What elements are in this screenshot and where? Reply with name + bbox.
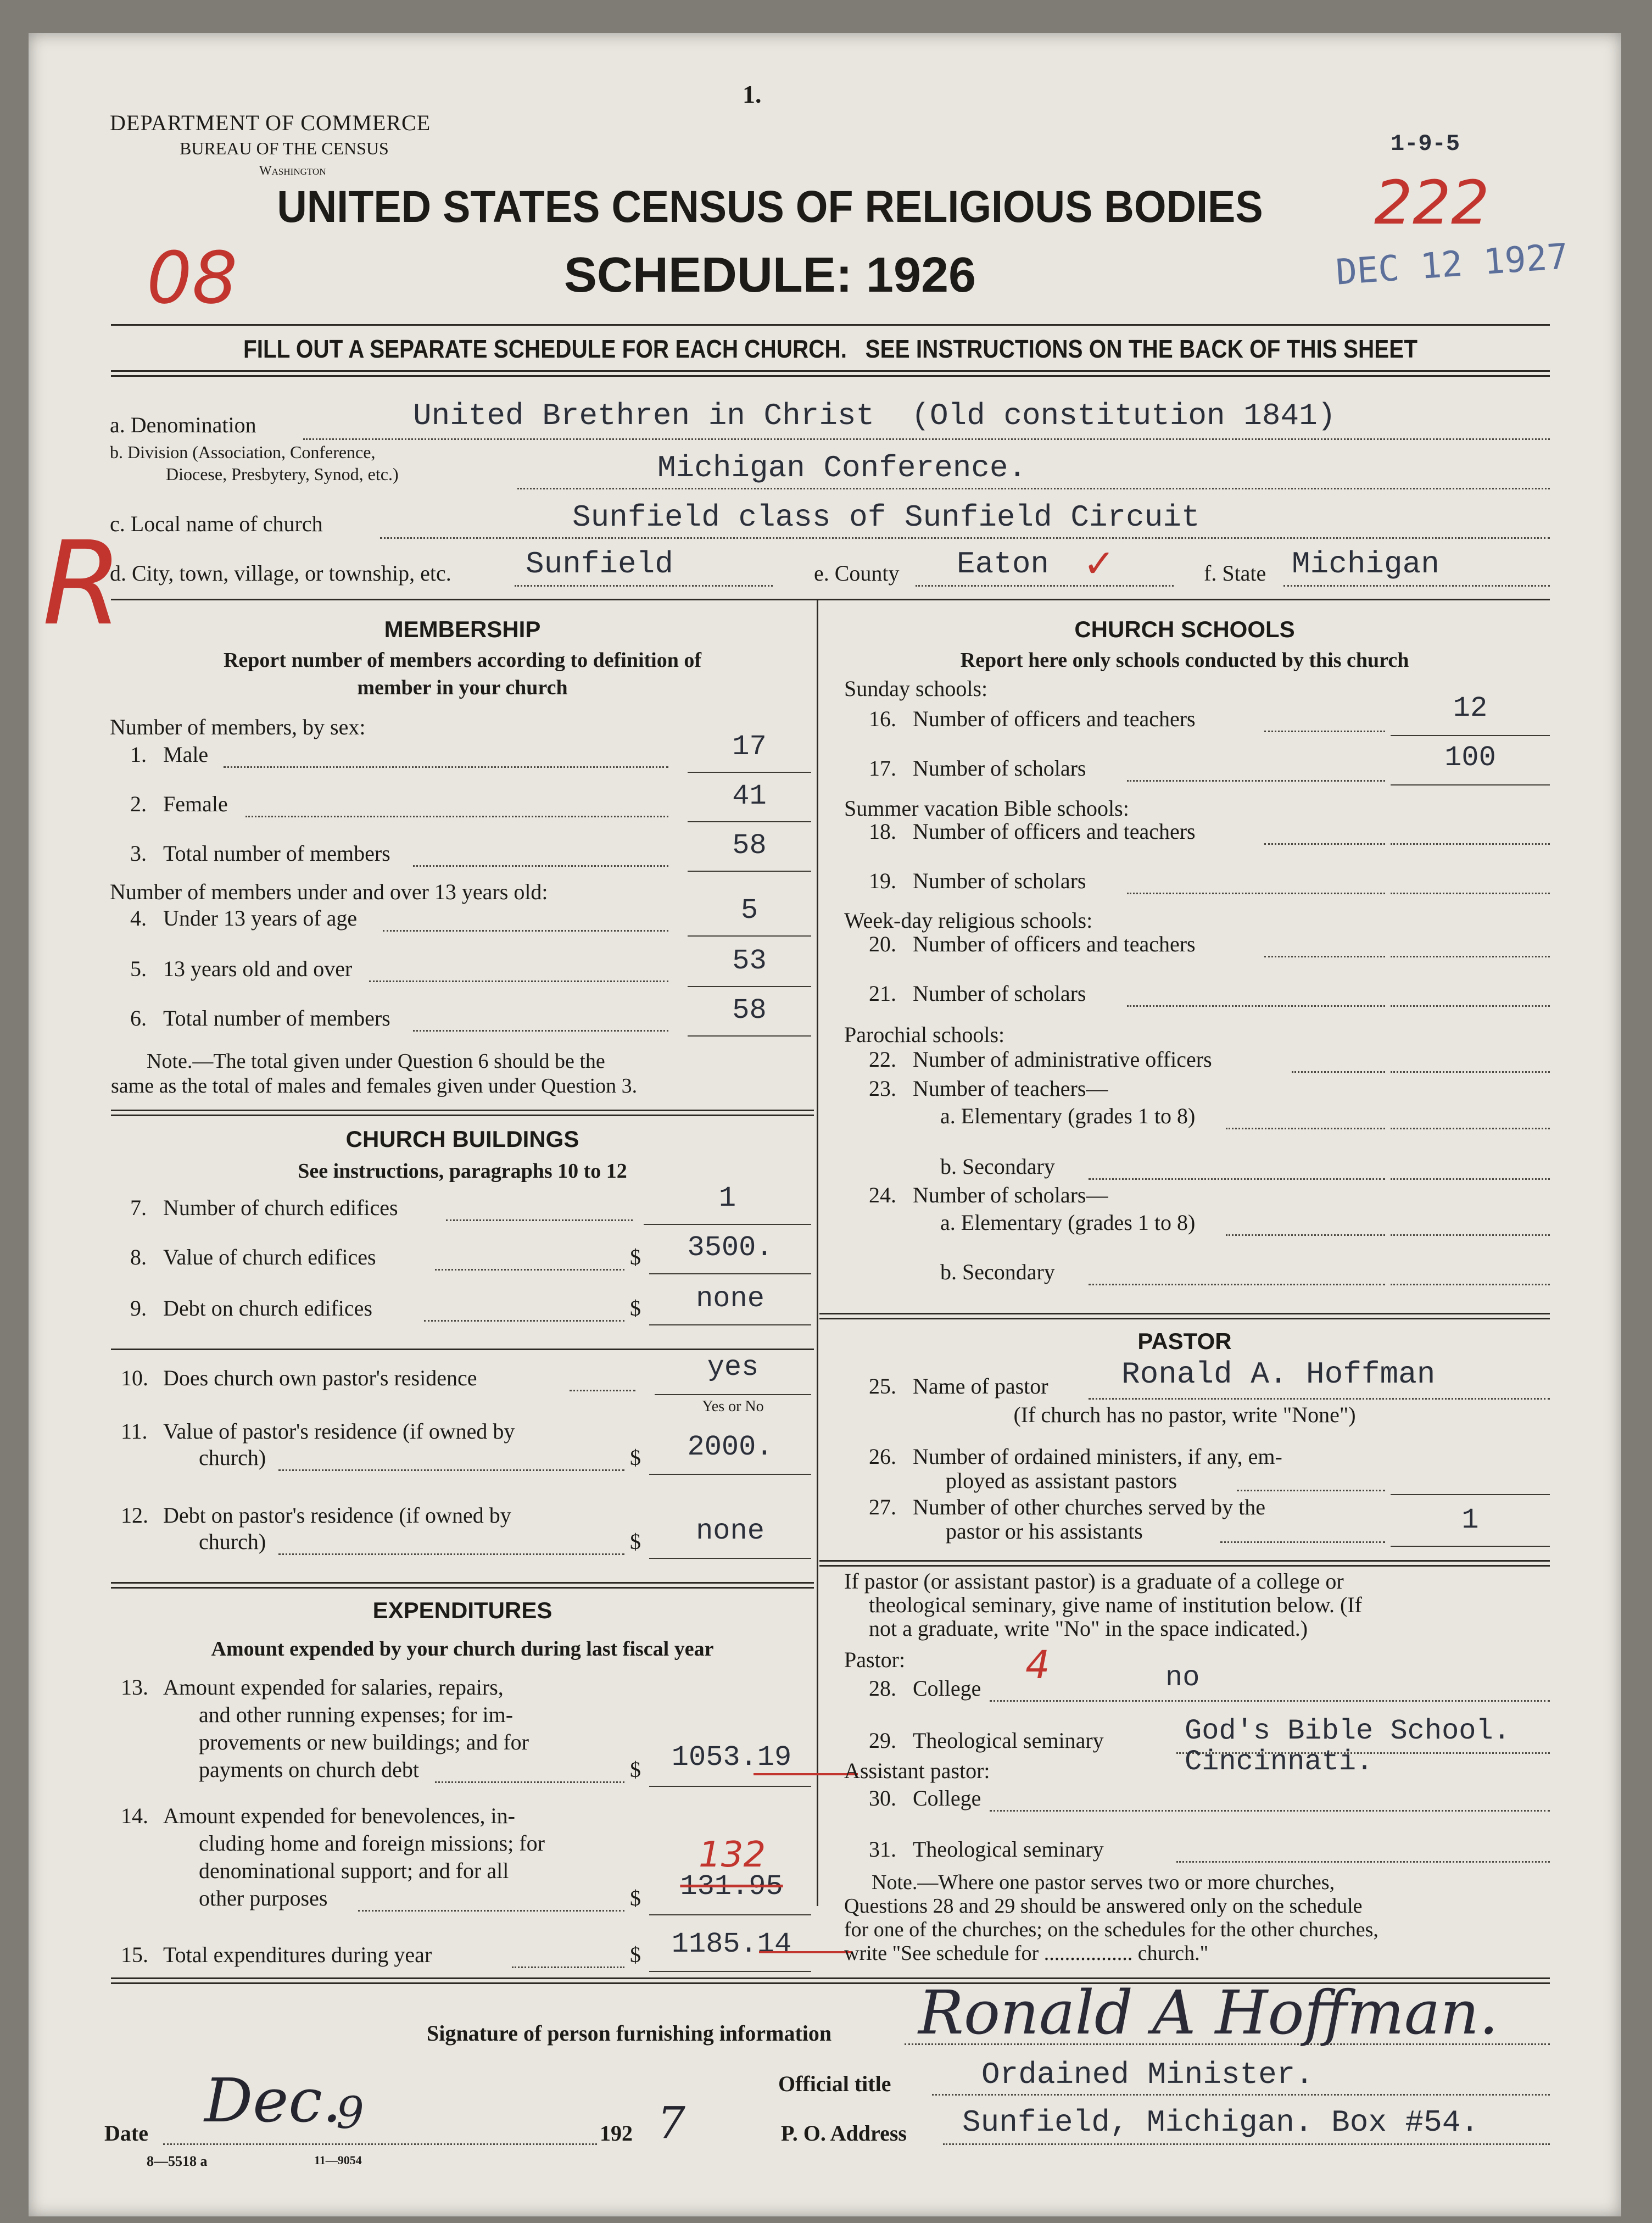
q27-number: 27.	[869, 1495, 896, 1519]
q27-label-line2: pastor or his assistants	[946, 1519, 1143, 1544]
handwritten-signature: Ronald A Hoffman.	[918, 1977, 1499, 2048]
division-label-cont: Diocese, Presbytery, Synod, etc.)	[166, 464, 399, 484]
q14-dollar: $	[630, 1886, 641, 1910]
state-label: f. State	[1204, 561, 1266, 586]
q13-label-line4: payments on church debt	[199, 1757, 419, 1782]
q25-note: (If church has no pastor, write "None")	[1013, 1402, 1356, 1427]
q24-number: 24.	[869, 1183, 896, 1207]
q27-label-line1: Number of other churches served by the	[913, 1495, 1265, 1519]
q3-number: 3.	[130, 841, 147, 866]
q9-debt-label: Debt on church edifices	[163, 1296, 372, 1321]
buildings-sub: See instructions, paragraphs 10 to 12	[298, 1160, 627, 1183]
q7-edifices-label: Number of church edifices	[163, 1195, 398, 1220]
margin-mark: R	[42, 516, 122, 651]
form-number: 1-9-5	[1391, 131, 1460, 157]
q8-value-value: 3500.	[687, 1232, 773, 1264]
q15-number: 15.	[121, 1942, 148, 1967]
county-label: e. County	[814, 561, 900, 586]
q30-college-label: College	[913, 1786, 981, 1810]
denomination-value: United Brethren in Christ (Old constitution 1841)	[413, 398, 1336, 433]
q11-number: 11.	[121, 1419, 148, 1444]
q26-number: 26.	[869, 1444, 896, 1469]
print-code: 11—9054	[314, 2153, 362, 2167]
q8-number: 8.	[130, 1245, 147, 1269]
q3-total-value: 58	[732, 829, 767, 862]
q23b-label: b. Secondary	[940, 1154, 1055, 1179]
q16-label: Number of officers and teachers	[913, 706, 1196, 731]
po-address-label: P. O. Address	[781, 2121, 907, 2146]
q4-under13-value: 5	[740, 894, 758, 927]
q11-residence-value-label-cont: church)	[199, 1445, 266, 1470]
q13-label-line1: Amount expended for salaries, repairs,	[163, 1675, 504, 1700]
q12-dollar: $	[630, 1529, 641, 1554]
q5-over13-value: 53	[732, 945, 767, 977]
q12-number: 12.	[121, 1503, 148, 1528]
city-label: d. City, town, village, or township, etc.	[110, 561, 451, 586]
q13-label-line2: and other running expenses; for im-	[199, 1702, 514, 1727]
expenditures-heading: EXPENDITURES	[372, 1597, 552, 1623]
q24b-label: b. Secondary	[940, 1260, 1055, 1284]
q21-number: 21.	[869, 981, 896, 1006]
q1-male-value: 17	[732, 731, 767, 763]
q19-label: Number of scholars	[913, 868, 1086, 893]
summer-schools-label: Summer vacation Bible schools:	[844, 796, 1129, 821]
weekday-schools-label: Week-day religious schools:	[844, 908, 1093, 933]
pastor-note-line4: write "See schedule for ................. church."	[844, 1942, 1209, 1965]
instruction-bar: FILL OUT A SEPARATE SCHEDULE FOR EACH CHURCH. SEE INSTRUCTIONS ON THE BACK OF THIS SHEET	[243, 335, 1418, 363]
assistant-pastor-label: Assistant pastor:	[844, 1758, 990, 1783]
q29-seminary-label: Theological seminary	[913, 1728, 1104, 1753]
q13-running-expenses-value: 1053.19	[671, 1741, 792, 1774]
local-church-label: c. Local name of church	[110, 511, 323, 536]
q18-number: 18.	[869, 819, 896, 844]
graduate-instruction-line2: theological seminary, give name of institution below. (If	[869, 1592, 1362, 1617]
sunday-schools-label: Sunday schools:	[844, 676, 988, 701]
q15-red-strike	[759, 1951, 852, 1953]
q2-female-value: 41	[732, 780, 767, 812]
denomination-label: a. Denomination	[110, 413, 256, 437]
q2-female-label: Female	[163, 792, 228, 816]
q18-label: Number of officers and teachers	[913, 819, 1196, 844]
q24-label: Number of scholars—	[913, 1183, 1108, 1207]
q28-college-label: College	[913, 1676, 981, 1701]
q31-seminary-label: Theological seminary	[913, 1837, 1104, 1862]
q25-pastor-name-value: Ronald A. Hoffman	[1121, 1357, 1436, 1392]
membership-heading: MEMBERSHIP	[384, 616, 541, 642]
pastor-note-line2: Questions 28 and 29 should be answered only on the schedule	[844, 1895, 1363, 1918]
q1-number: 1.	[130, 742, 147, 767]
q29-number: 29.	[869, 1728, 896, 1753]
q28-margin-mark: 4	[1025, 1642, 1050, 1687]
q5-number: 5.	[130, 956, 147, 981]
q1-male-label: Male	[163, 742, 209, 767]
q20-label: Number of officers and teachers	[913, 932, 1196, 956]
q27-value: 1	[1461, 1504, 1479, 1536]
local-church-value: Sunfield class of Sunfield Circuit	[572, 500, 1200, 535]
q15-dollar: $	[630, 1942, 641, 1967]
q14-correction: 132	[699, 1835, 766, 1875]
official-title-label: Official title	[778, 2071, 891, 2096]
official-title-value: Ordained Minister.	[981, 2057, 1314, 2092]
q15-total-label: Total expenditures during year	[163, 1942, 432, 1967]
po-address-value: Sunfield, Michigan. Box #54.	[962, 2105, 1479, 2140]
state-value: Michigan	[1292, 547, 1439, 582]
q28-college-value: no	[1165, 1662, 1200, 1694]
q26-label-line1: Number of ordained ministers, if any, em-	[913, 1444, 1282, 1469]
q7-edifices-value: 1	[718, 1182, 736, 1214]
schools-heading: CHURCH SCHOOLS	[1074, 616, 1295, 642]
q6-total-label: Total number of members	[163, 1006, 390, 1030]
q28-number: 28.	[869, 1676, 896, 1701]
division-label: b. Division (Association, Conference,	[110, 442, 376, 462]
q23a-label: a. Elementary (grades 1 to 8)	[940, 1104, 1196, 1128]
q24a-label: a. Elementary (grades 1 to 8)	[940, 1210, 1196, 1235]
q17-number: 17.	[869, 756, 896, 781]
membership-sub1: Report number of members according to definition of	[223, 649, 702, 672]
q10-owns-residence-label: Does church own pastor's residence	[163, 1366, 477, 1390]
q14-label-line4: other purposes	[199, 1886, 328, 1910]
q22-label: Number of administrative officers	[913, 1047, 1212, 1072]
q9-dollar: $	[630, 1296, 641, 1321]
q12-residence-debt-label: Debt on pastor's residence (if owned by	[163, 1503, 511, 1528]
q2-number: 2.	[130, 792, 147, 816]
date-year-prefix: 192	[600, 2121, 633, 2146]
q14-label-line3: denominational support; and for all	[199, 1858, 509, 1883]
form-title: UNITED STATES CENSUS OF RELIGIOUS BODIES	[277, 182, 1263, 232]
q29-seminary-value: God's Bible School.	[1185, 1715, 1510, 1747]
form-subtitle: SCHEDULE: 1926	[563, 248, 976, 303]
q30-number: 30.	[869, 1786, 896, 1810]
graduate-instruction-line3: not a graduate, write "No" in the space indicated.)	[869, 1616, 1308, 1641]
received-date-stamp: DEC 12 1927	[1334, 236, 1570, 293]
q14-label-line1: Amount expended for benevolences, in-	[163, 1803, 515, 1828]
q23-number: 23.	[869, 1076, 896, 1101]
q10-owns-residence-value: yes	[707, 1351, 759, 1384]
q25-number: 25.	[869, 1374, 896, 1399]
q19-number: 19.	[869, 868, 896, 893]
membership-note-line2: same as the total of males and females given under Question 3.	[111, 1074, 638, 1097]
q22-number: 22.	[869, 1047, 896, 1072]
q9-debt-value: none	[696, 1283, 764, 1315]
parochial-schools-label: Parochial schools:	[844, 1022, 1005, 1047]
q8-dollar: $	[630, 1245, 641, 1269]
q13-number: 13.	[121, 1675, 148, 1700]
q11-residence-value-value: 2000.	[687, 1431, 773, 1463]
census-schedule-sheet	[29, 33, 1621, 2216]
q14-benevolences-value: 131.95	[680, 1870, 783, 1903]
pastor-note-line1: Note.—Where one pastor serves two or more churches,	[872, 1871, 1335, 1894]
city-value: Sunfield	[526, 547, 673, 582]
graduate-instruction-line1: If pastor (or assistant pastor) is a graduate of a college or	[844, 1569, 1344, 1594]
q13-dollar: $	[630, 1757, 641, 1782]
q11-residence-value-label: Value of pastor's residence (if owned by	[163, 1419, 515, 1444]
q8-value-label: Value of church edifices	[163, 1245, 376, 1269]
q17-value: 100	[1444, 742, 1496, 774]
buildings-heading: CHURCH BUILDINGS	[345, 1126, 579, 1152]
q5-over13-label: 13 years old and over	[163, 956, 353, 981]
date-day: 9	[336, 2087, 364, 2138]
bureau-name: BUREAU OF THE CENSUS	[180, 138, 389, 158]
q4-under13-label: Under 13 years of age	[163, 906, 358, 931]
q15-total-value: 1185.14	[671, 1928, 792, 1960]
pastor-heading: PASTOR	[1137, 1328, 1232, 1354]
q9-number: 9.	[130, 1296, 147, 1321]
pastor-subsection-label: Pastor:	[844, 1647, 906, 1672]
q11-dollar: $	[630, 1445, 641, 1470]
department-name: DEPARTMENT OF COMMERCE	[110, 110, 431, 135]
q4-number: 4.	[130, 906, 147, 931]
q26-label-line2: ployed as assistant pastors	[946, 1468, 1177, 1493]
form-code: 8—5518 a	[147, 2153, 208, 2169]
check-mark-icon: ✓	[1083, 541, 1115, 586]
q13-label-line3: provements or new buildings; and for	[199, 1730, 529, 1754]
yes-or-no-hint: Yes or No	[702, 1398, 764, 1415]
handwritten-number: 222	[1374, 168, 1489, 238]
date-label: Date	[104, 2121, 148, 2146]
q16-value: 12	[1453, 692, 1488, 725]
membership-sub2: member in your church	[357, 676, 568, 699]
date-year-suffix: 7	[657, 2097, 685, 2148]
membership-note-line1: Note.—The total given under Question 6 should be the	[147, 1050, 605, 1073]
q17-label: Number of scholars	[913, 756, 1086, 781]
county-value: Eaton	[957, 547, 1050, 582]
bureau-city: Washington	[259, 164, 326, 178]
division-value: Michigan Conference.	[657, 450, 1027, 486]
members-by-sex-label: Number of members, by sex:	[110, 715, 366, 739]
q12-residence-debt-value: none	[696, 1515, 764, 1547]
q21-label: Number of scholars	[913, 981, 1086, 1006]
q3-total-label: Total number of members	[163, 841, 390, 866]
q20-number: 20.	[869, 932, 896, 956]
q12-residence-debt-label-cont: church)	[199, 1529, 266, 1554]
schools-sub: Report here only schools conducted by this church	[960, 649, 1409, 672]
page-number: 1.	[743, 80, 762, 108]
members-by-age-label: Number of members under and over 13 years old:	[110, 879, 548, 904]
q29-seminary-value-cont: Cincinnati.	[1185, 1746, 1374, 1778]
q25-label: Name of pastor	[913, 1374, 1048, 1399]
pastor-note-line3: for one of the churches; on the schedules for the other churches,	[844, 1918, 1378, 1941]
handwritten-code: 08	[147, 236, 238, 320]
q7-number: 7.	[130, 1195, 147, 1220]
q14-number: 14.	[121, 1803, 148, 1828]
q6-number: 6.	[130, 1006, 147, 1030]
q13-red-strike	[754, 1773, 858, 1775]
q23-label: Number of teachers—	[913, 1076, 1108, 1101]
q16-number: 16.	[869, 706, 896, 731]
q10-number: 10.	[121, 1366, 148, 1390]
date-month: Dec.	[204, 2065, 342, 2136]
q14-label-line2: cluding home and foreign missions; for	[199, 1831, 545, 1856]
expenditures-sub: Amount expended by your church during last fiscal year	[211, 1637, 714, 1661]
q6-total-value: 58	[732, 994, 767, 1027]
q31-number: 31.	[869, 1837, 896, 1862]
signature-label: Signature of person furnishing information	[427, 2021, 832, 2046]
